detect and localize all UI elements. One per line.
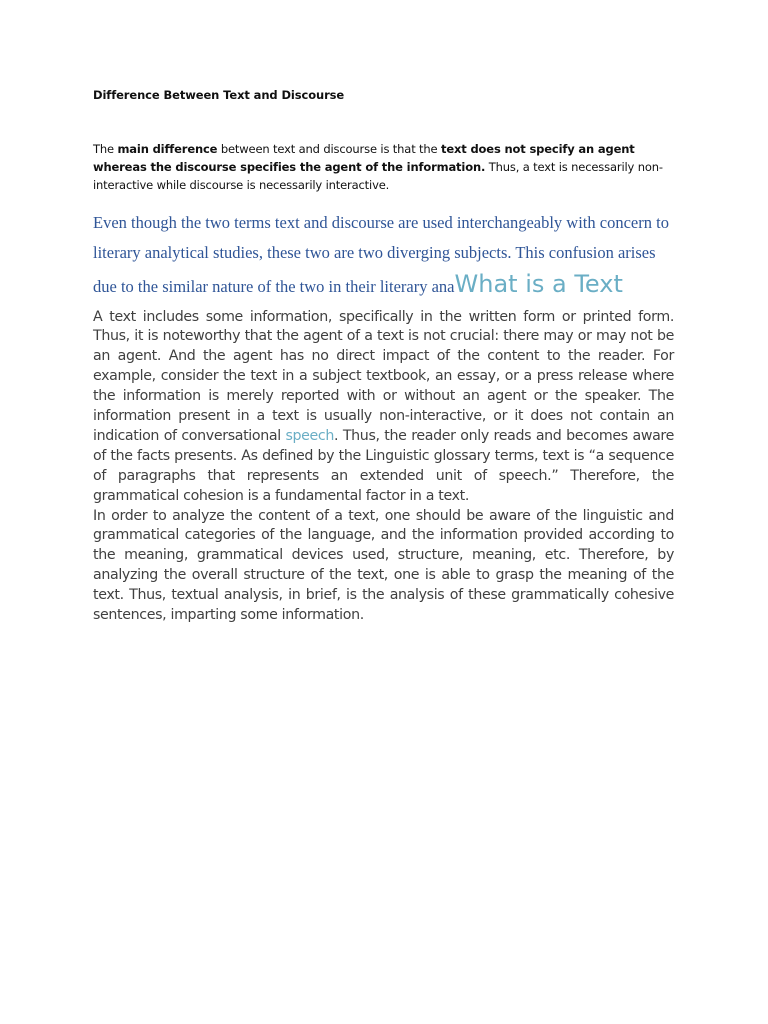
- intro-text-1: The: [93, 142, 118, 156]
- body-paragraph-2: In order to analyze the content of a text, one should be aware of the linguistic and grammatical categories of the language, and the information provided according to the meaning, grammatical devices used, structure, meaning, etc. Therefore, by analyzing the overall structure of the text, one is able to grasp the meaning of the text. Thus, textual analysis, in brief, is the analysis of these grammatically cohesive sentences, imparting some information.: [93, 507, 674, 624]
- body-paragraph-1: [93, 308, 674, 507]
- intro-paragraph: [93, 140, 674, 194]
- body-paragraph-1-text-before: A text includes some information, specifically in the written form or printed form. Thus, it is noteworthy that the agent of a text is not crucial: there may or may not be an agent. And the agent has no direct impact of the content to the reader. For example, consider the text in a subject textbook, an essay, or a press release where the information is merely reported with or without an agent or the speaker. The information present in a text is usually non-interactive, or it does not contain an indication of conversational: [93, 308, 674, 444]
- section-heading: What is a Text: [454, 270, 623, 298]
- intro-bold-1: main difference: [117, 142, 218, 156]
- serif-paragraph: [93, 208, 674, 302]
- intro-text-3: Thus, a text is necessarily non-interactive while discourse is necessarily interactive.: [93, 160, 663, 192]
- document-content: [93, 86, 674, 626]
- document-title: Difference Between Text and Discourse: [93, 88, 345, 102]
- speech-link[interactable]: speech: [285, 427, 335, 444]
- serif-paragraph-text: Even though the two terms text and discourse are used interchangeably with concern to literary analytical studies, these two are two diverging subjects. This confusion arises due to the similar nature of the two in their literary ana: [93, 213, 669, 296]
- body-paragraph-1-text-after: . Thus, the reader only reads and becomes aware of the facts presents. As defined by the Linguistic glossary terms, text is “a sequence of paragraphs that represents an extended unit of speech.” Therefore, the grammatical cohesion is a fundamental factor in a text.: [93, 427, 674, 504]
- intro-text-2: between text and discourse is that the: [217, 142, 441, 156]
- intro-bold-2: text does not specify an agent whereas the discourse specifies the agent of the information.: [93, 142, 635, 174]
